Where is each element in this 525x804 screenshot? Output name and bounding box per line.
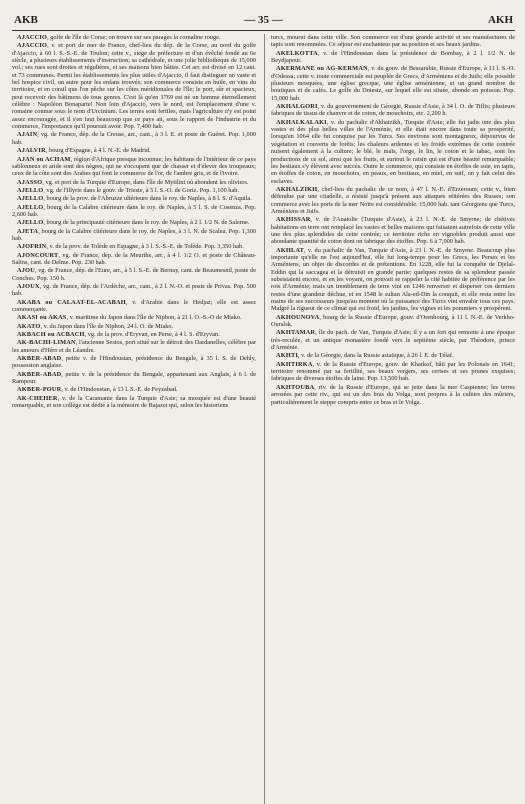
entry-text: , vg. de la prov. d'Eryvan, en Perse, à 4 l. S. d'Eryvan. [84,331,220,339]
entry-headword: AJELLO [17,186,44,194]
entry-headword: AJOU [17,267,35,275]
entry-text: , région d'Afrique presque inconnue; les habitans de l'intérieur de ce pays sablonneux et aride sont des nègres, qui ne s'occupent que de chasser et d'élever des troupeaux; ceux de la côte sont des Arabes qui font le commerce de l'or, de l'ambre gris, et de l'ivoire. [12,155,256,178]
dictionary-entry [12,323,256,330]
dictionary-entry [12,156,256,178]
dictionary-entry [271,50,515,65]
dictionary-entry [12,355,256,370]
dictionary-entry [12,283,256,298]
entry-text: , v. du gouvernement de Géorgie, Russie d'Asie, à 34 l. O. de Tiflis; plusieurs fabriques de tissus de chanvre et de coton, de mouchoirs, etc. 2,200 h. [271,103,515,118]
dictionary-entry [12,299,256,314]
dictionary-entry [12,179,256,186]
entry-headword: AKHTIRKA [276,360,313,368]
entry-headword: AKHALKALAKI [276,118,327,126]
dictionary-entry [271,329,515,351]
entry-text: , vg. de France, dép. de la Meurthe, arr., à 4 l. 1/2 O. et poste de Château-Salins, cant. de Delme. Pop. 230 hab. [12,251,256,266]
entry-headword: AKABA ou CALAAT-EL-ACABAH [17,298,126,306]
entry-text: , chef-lieu du pachalic de ce nom, à 47 l. N.-E. d'Erzeroum; cette v., bien défendue par une citadelle, a résisté jusqu'à présent aux attaques réitérées des Russes; son commerce avec les ports de la mer Noire est considérable. 15,000 hab. tant Géorgiens que Turcs, Arméniens et Juifs. [271,185,515,215]
entry-text: , bourg de la prov. de l'Abruzze ultérieure dans le roy. de Naples, à 8 l. S. d'Aquila. [43,195,252,203]
entry-headword: AKHALZIKH [276,185,318,193]
dictionary-entry [12,243,256,250]
entry-headword: AKBER-ABAD [17,370,62,378]
dictionary-entry [12,228,256,243]
header-left-guideword: AKB [14,14,38,26]
dictionary-entry [12,147,256,154]
entry-text: , v. de l'Anatolie (Turquie d'Asie), à 23 l. N.-E. de Smyrne; de chétives habitations en terre ont remplacé les vastes et belles maisons qui faisaient autrefois de cette ville une des plus splendides de cette contrée; ce territoire riche en vignobles produit aussi une abondante quantité de coton dont on fabrique des étoffes. Pop. 6 à 7,000 hab. [271,216,515,246]
dictionary-entry [271,34,515,49]
dictionary-entry [271,384,515,406]
entry-headword: AKBER-POUR [17,386,62,394]
dictionary-entry [12,187,256,194]
entry-headword: AJOFRIN [17,243,47,251]
entry-text: , petite v. de la présidence du Bengale, appartenant aux Anglais, à 6 l. de Rampour. [12,370,256,386]
dictionary-entry [271,314,515,329]
dictionary-entry [271,247,515,313]
entry-headword: AKHTI [276,352,298,360]
entry-headword: AJAIN [17,131,38,139]
entry-text: , l'ancienne Sestos, port situé sur le détroit des Dardanelles, célèbre par les amours d'Héro et de Léandre. [12,339,256,354]
entry-headword: AKBACH ou ACBACH [17,331,85,339]
right-column [264,34,515,804]
entry-text: , bourg d'Espagne, à 4 l. N.-E. de Madrid. [45,147,151,155]
dictionary-entry [271,361,515,383]
entry-headword: AJELLO [17,219,44,227]
dictionary-entry [12,339,256,354]
dictionary-entry [271,186,515,215]
dictionary-entry [12,314,256,321]
dictionary-entry [12,371,256,386]
dictionary-entry [12,219,256,226]
entry-text: , v. et port de mer de France, chef-lieu du dép. de la Corse, au nord du golfe d'Ajaccio, à 60 l. S.-S.-E. de Toulon; cette v., siége de préfecture et d'un évêché fondé au 6e siècle, a plusieurs établissements d'instruction; sa cathédrale, et une jolie bibliothèque de 15,000 vol.; ses rues sont droites et régulières, et ses maisons bien bâties. Cet arr. est divisé en 12 cant. et 73 communes. Parmi les établissements les plus utiles d'Ajaccio, il faut distinguer un vaste et bel hospice civil, un autre pour les enfans trouvés; son commerce consiste en huile, en vins du territoire, et en corail que l'on pêche sur les côtes méridionales de l'île; le port, sûr et spacieux, peut recevoir des bâtimens de tous genres. C'est là qu'en 1769 est né un homme éternellement célèbre : Napoléon Bonaparte! Non loin d'Ajaccio, vers le nord, est l'emplacement d'une v. romaine connue sous le nom d'Urcinium. Les terres sont fertiles, mais l'agriculture n'y est point assez encouragée, et il s'en faut beaucoup que ce pays ait, sous le rapport de l'industrie et du commerce, l'importance qu'il pourrait avoir. Pop. 7,400 hab. [12,42,256,131]
entry-text: , vg. et port de la Turquie d'Europe, dans l'île de Mytilini où abondent les oliviers. [42,178,249,186]
entry-headword: AJALVIR [17,147,46,155]
entry-text: , bourg de la principauté citérieure dans le roy. de Naples, à 2 l. 1/2 N. de Salerne. [43,219,250,227]
left-column [12,34,256,804]
dictionary-entry [271,103,515,118]
dictionary-entry [12,131,256,146]
running-header [12,14,515,28]
entry-headword: AKELKOTTA [276,49,318,57]
entry-headword: AKASI ou AKAS [17,314,67,322]
header-right-guideword: AKH [487,14,513,26]
dictionary-entry [12,395,256,410]
dictionary-entry [12,252,256,267]
header-rule [12,30,515,31]
entry-text: , bourg de la Calabre citérieure dans le roy. de Naples, à 3 l. N. de Scalea. Pop. 1,300 hab. [12,227,256,242]
entry-headword: AKBER-ABAD [17,355,62,363]
entry-text: , riv. de la Russie d'Europe, qui se jette dans la mer Caspienne; les terres arrosées par cette riv., qui est un des bras du Volga, sont propres à la culture des mûriers, particulièrement le steppe compris entre ce bras et le Volga. [271,383,515,406]
entry-headword: AKHTAMAR [276,329,316,337]
entry-headword: AK-CHEHER [17,394,58,402]
entry-text: , vg. de l'Illyrie dans le gouv. de Trieste, à 5 l. S.-O. de Goriz. Pop. 1,100 hab. [43,186,239,194]
dictionary-entry [12,267,256,282]
entry-text: , vg. de France, dép. de l'Ardèche, arr., cant., à 2 l. N.-O. et poste de Privas. Pop. 500 hab. [12,283,256,298]
entry-headword: AJOUX [17,283,40,290]
entry-headword: AKHALGORI [276,103,318,111]
text-columns [12,34,515,804]
dictionary-entry [271,119,515,185]
entry-text: turcs, mourut dans cette ville. Son commerce est d'une grande activité et ses manufactures de tapis sont renommées. Ce séjour est enchanteur par sa position et ses beaux jardins. [271,34,515,49]
entry-headword: AJASSO [17,178,43,186]
entry-text: , v. du pachalic de Van, Turquie d'Asie, à 23 l. N.-E. de Smyrne. Beaucoup plus importante qu'elle ne l'est aujourd'hui, elle fut long-temps pour les Grecs, les Perses et les Arméniens, un objet de discordes et de prétentions. En 1228, elle fut la conquête de Djelal-Eddin qui la saccagea et la détruisit en grande partie; quelques restes de sa splendeur passée subsistaient encore, et en les voyant, on pouvait se rappeler la cité habitée de préférence par les rois d'Arménie; mais un tremblement de terre vint en 1246 renverser et disperser ces derniers restes d'une grandeur déchue, et en 1548 le sultan Ala-ed-Din la conquit, et elle resta entre les mains de ses successeurs jusqu'au moment où la puissance des Turcs vint envahir tous ces pays. Malgré la rigueur de ce climat qui est froid, les jardins, les vignes et les pommiers y prospèrent. [271,246,515,313]
entry-text: , v. du Japon dans l'île de Niphon, 24 l. O. de Miako. [40,322,174,330]
entry-text: , v. de l'Hindoustan dans la présidence de Bombay, à 2 l. 1/2 N. de Beydjapour. [271,49,515,65]
entry-headword: AJAN ou ACHAM [17,155,71,163]
entry-headword: AKHTOUBA [276,383,315,391]
entry-headword: AJACCIO [17,34,48,41]
entry-headword: AJELLO [17,195,44,203]
page-number: — 35 — [244,14,283,26]
entry-text: , île du pach. de Van, Turquie d'Asie; il y a un fort qui remonte à une époque très-reculée, et un antique monastère fondé vers le septième siècle, par Théodore, prince d'Arménie. [271,329,515,352]
entry-headword: AJETA [17,227,39,235]
entry-headword: AKERMANE ou AG-KERMAN [276,65,368,73]
entry-headword: AKHOUNOVA [276,313,320,321]
entry-text: , v. de la Géorgie, dans la Russie asiatique, à 26 l. E. de Télaf. [298,352,454,360]
entry-text: , v. de l'Hindoustan, à 13 l. S.-E. de Feyzabad. [61,386,178,394]
entry-text: , bourg de la Calabre citérieure dans le roy. de Naples, à 5 l. S. de Cosenza. Pop. 2,600 hab. [12,203,256,218]
entry-text: , vg. de France, dép. de l'Eure, arr., à 5 l. S.-E. de Bernay, cant. de Beaumesnil, poste de Conches. Pop. 150 h. [12,267,256,282]
entry-text: , v. maritime du Japon dans l'île de Niphon, à 21 l. O.-S.-O de Miako. [66,314,242,322]
dictionary-entry [12,204,256,219]
entry-text: , vg. de France, dép. de la Creuse, arr., cant., à 3 l. E. et poste de Guéret. Pop. 1,000 hab. [12,131,256,146]
entry-headword: AKHLAT [276,246,305,254]
entry-headword: AKHISSAR [276,216,311,224]
entry-text: , bourg de la Russie d'Europe, gouv. d'Orenbourg, à 11 l. N.-E. de Verkho-Ouralsk. [271,313,515,329]
dictionary-entry [12,195,256,202]
entry-text: , v. de la prov. de Tolède en Espagne, à 3 l. S.-S.-E. de Tolède. Pop. 3,350 hab. [46,243,244,251]
entry-text: , golfe de l'île de Corse; on trouve sur ses parages la cornaline rouge. [47,34,221,41]
dictionary-entry [12,331,256,338]
entry-text: , petite v. de l'Hindoustan, présidence du Bengale, à 35 l. S. de Dehly, possession anglaise. [12,355,256,370]
entry-headword: AJELLO [17,203,44,211]
entry-headword: AKATO [17,322,41,330]
dictionary-entry [271,352,515,359]
entry-headword: AK-BACHI-LIMAN [17,339,76,347]
dictionary-entry [12,34,256,41]
dictionary-entry [271,216,515,245]
dictionary-entry [12,42,256,130]
entry-text: , v. d'Arabie dans le Hedjaz; elle est assez commerçante. [12,298,256,314]
entry-text: , v. de la Caramanie dans la Turquie d'Asie; sa mosquée est d'une beauté remarquable, et son collège est dédié à la mémoire de Bajazet qui, selon les historiens [12,394,256,410]
entry-headword: AJACCIO [17,42,48,50]
entry-text: , v. du pachalic d'Akhatzikh, Turquie d'Asie; elle fut jadis une des plus vastes et des plus belles villes de l'Arménie, et elle était encore dans toute sa prospérité, lorsqu'en 1064 elle fut conquise par les Turcs. Ses environs sont montagneux, dépourvus de végétation et couverts de forêts; les chaleurs ardentes et les froids extrêmes de cette contrée nuisent également à la culture; le blé, le maïs, l'orge, le lin, le coton et le tabac, sont les productions de ce sol, ainsi que les fruits, et surtout le raisin qui est d'une beauté remarquable; les bestiaux s'y élèvent avec succès. Outre le commerce, qui consiste en étoffes de soie, en tapis, en étoffes de coton, en mouchoirs, en peaux, en bestiaux, en miel, en suif, on y fait celui des esclaves. [271,118,515,185]
entry-text: , v. de la Russie d'Europe, gouv. de Kharkof, bâti par les Polonais en 1641; territoire renommé par sa fertilité, ses beaux vergers, ses cerises et ses prunes exquises; fabriques de diverses étoffes de laine. Pop. 13,500 hab. [271,360,515,383]
entry-text: , v. du gouv. de Bessarabie, Russie d'Europe, à 11 l. S.-O. d'Odessa; cette v. toute commerciale est peuplée de Grecs, d'Arméniens et de Juifs; elle possède plusieurs mosquées, une église grecque, une église arménienne, et un grand nombre de boutiques et de cafés. Le golfe du Dniestz, sur lequel elle est située, abonde en poisson. Pop. 15,000 hab. [271,65,515,102]
entry-headword: AJONCOURT [17,251,59,259]
dictionary-entry [271,65,515,102]
dictionary-entry [12,386,256,393]
